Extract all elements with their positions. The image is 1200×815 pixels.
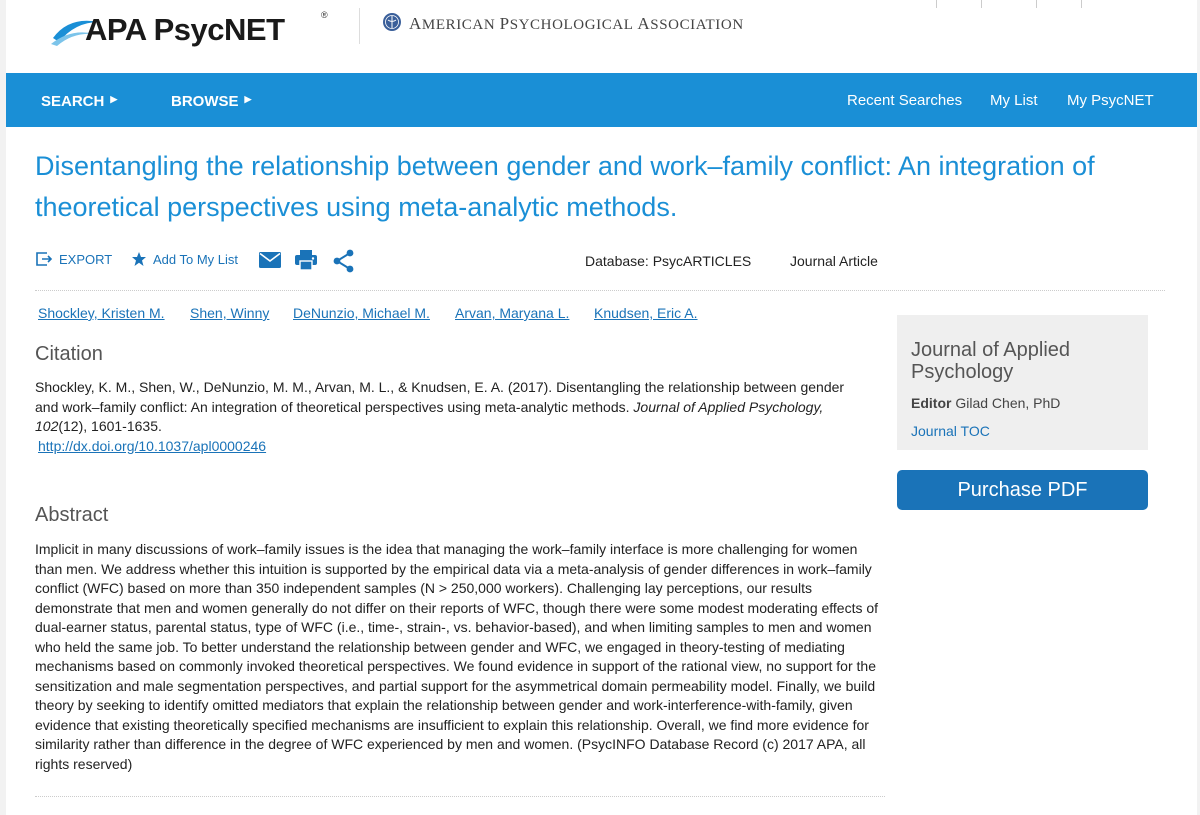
site-header <box>6 0 1197 73</box>
author-link[interactable]: Shen, Winny <box>190 305 270 321</box>
nav-search[interactable]: SEARCH ▶ <box>41 93 118 110</box>
top-divider <box>936 0 937 8</box>
journal-editor: Editor Gilad Chen, PhD <box>911 395 1061 411</box>
share-icon[interactable] <box>333 249 355 273</box>
apa-name[interactable]: AMERICAN PSYCHOLOGICAL ASSOCIATION <box>409 14 744 33</box>
logo-text: APA PsycNET <box>85 12 285 47</box>
database-label: Database: PsycARTICLES <box>585 253 752 269</box>
journal-toc-link[interactable]: Journal TOC <box>911 423 990 439</box>
citation-heading: Citation <box>35 343 103 365</box>
toolbar-divider <box>35 290 1165 291</box>
email-icon[interactable] <box>259 252 281 268</box>
header-divider <box>359 8 360 44</box>
nav-browse[interactable]: BROWSE ▶ <box>171 93 252 110</box>
caret-right-icon: ▶ <box>110 94 118 104</box>
nav-my-list[interactable]: My List <box>990 92 1038 109</box>
star-icon <box>131 251 147 267</box>
purchase-pdf-button[interactable]: Purchase PDF <box>897 470 1148 510</box>
abstract-divider <box>35 796 885 797</box>
author-link[interactable]: Knudsen, Eric A. <box>594 305 698 321</box>
top-divider <box>1081 0 1082 8</box>
author-link[interactable]: DeNunzio, Michael M. <box>293 305 430 321</box>
main-navbar <box>6 73 1197 127</box>
add-to-list-button[interactable]: Add To My List <box>131 251 238 267</box>
print-icon[interactable] <box>295 249 317 271</box>
author-link[interactable]: Arvan, Maryana L. <box>455 305 570 321</box>
abstract-text: Implicit in many discussions of work–family issues is the idea that managing the work–family interface is more challenging for women than men. We address whether this intuition is supported by the empirical data via a meta-analysis of gender differences in work–family conflict (WFC) based on more than 350 independent samples (N > 250,000 workers). Challenging lay perceptions, our results demonstrate that men and women generally do not differ on their reports of WFC, though there were some modest moderating effects of dual-earner status, parental status, type of WFC (i.e., time-, strain-, vs. behavior-based), and when limiting samples to men and women who held the same job. To better understand the relationship between gender and WFC, we engaged in theory-testing of mediating mechanisms based on commonly invoked theoretical perspectives. We found evidence in support of the rational view, no support for the sensitization and male segmentation perspectives, and partial support for the asymmetrical domain permeability model. Finally, we build theory by seeking to identify omitted mediators that explain the relationship between gender and work-interference-with-family, given evidence that existing theoretically specified mechanisms are insufficient to explain this relationship. Overall, we find more evidence for similarity rather than difference in the degree of WFC experienced by men and women. (PsycINFO Database Record (c) 2017 APA, all rights reserved) <box>35 541 879 772</box>
journal-info-box <box>897 315 1148 450</box>
export-icon <box>35 251 53 267</box>
export-button[interactable]: EXPORT <box>35 251 112 267</box>
registered-mark: ® <box>321 10 328 20</box>
article-toolbar <box>35 248 895 274</box>
abstract-heading: Abstract <box>35 504 109 526</box>
journal-name: Journal of Applied Psychology <box>911 339 1071 383</box>
nav-my-psycnet[interactable]: My PsycNET <box>1067 92 1154 109</box>
apa-seal-icon <box>382 12 402 32</box>
doi-link[interactable]: http://dx.doi.org/10.1037/apl0000246 <box>38 437 267 454</box>
citation-text: Shockley, K. M., Shen, W., DeNunzio, M. M., Arvan, M. L., & Knudsen, E. A. (2017). Disentangling the relationship between gender and work–family conflict: An integration of theoretical perspectives using meta-analytic methods. Journal of Applied Psychology, 102(12), 1601-1635. http://dx.doi.org/10.1037/apl0000246 <box>35 378 855 456</box>
top-divider <box>981 0 982 8</box>
author-link[interactable]: Shockley, Kristen M. <box>38 305 165 321</box>
top-divider <box>1036 0 1037 8</box>
caret-right-icon: ▶ <box>244 94 252 104</box>
article-title: Disentangling the relationship between gender and work–family conflict: An integration of theoretical perspectives using meta-analytic methods. <box>35 151 1095 222</box>
page <box>6 0 1197 815</box>
nav-recent-searches[interactable]: Recent Searches <box>847 92 963 109</box>
document-type: Journal Article <box>790 253 878 269</box>
